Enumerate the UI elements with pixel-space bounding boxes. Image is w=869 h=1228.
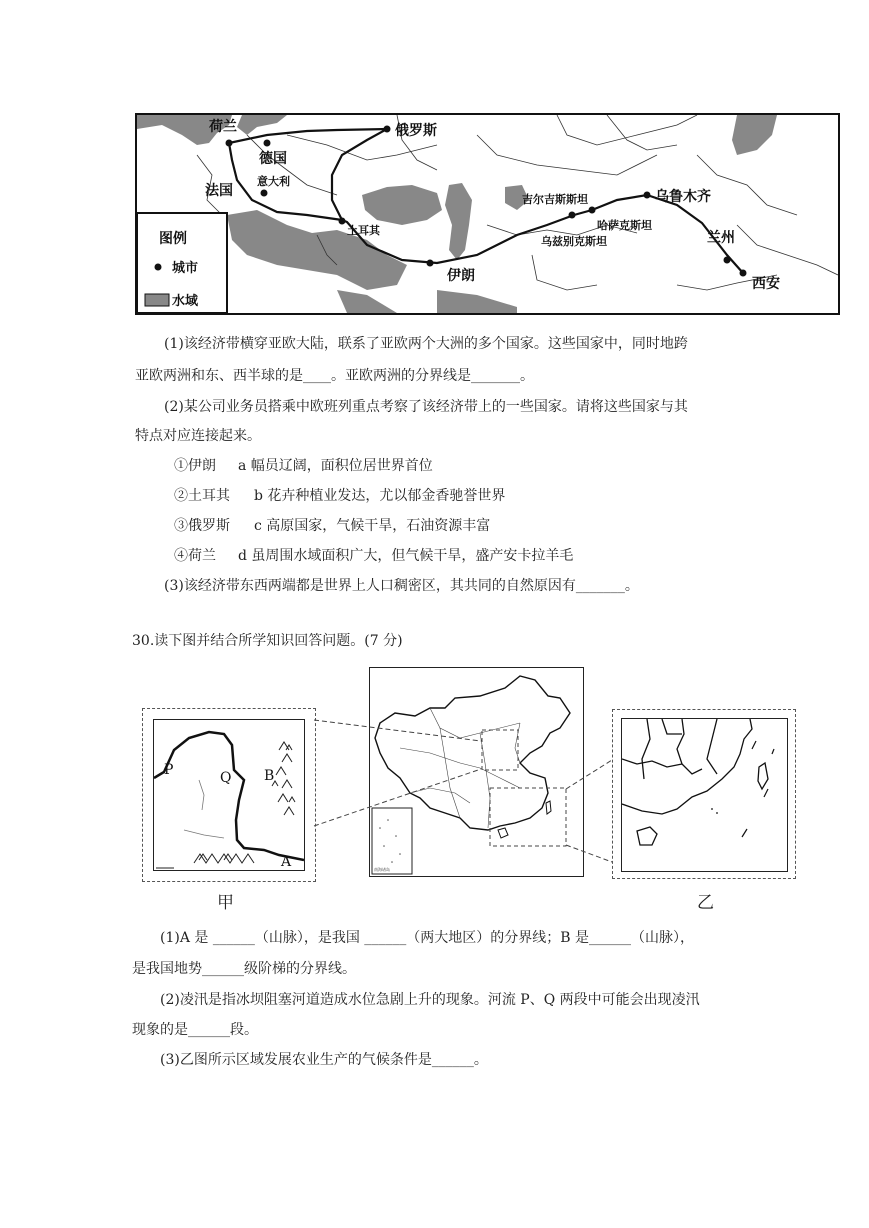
match-country-2: ②土耳其 xyxy=(174,488,230,504)
match-feature-d: d 虽周围水域面积广大，但气候干旱，盛产安卡拉羊毛 xyxy=(238,548,574,564)
label-netherlands: 荷兰 xyxy=(209,119,237,135)
q30-part2-line1: (2)凌汛是指冰坝阻塞河道造成水位急剧上升的现象。河流 P、Q 两段中可能会出现凌汛 xyxy=(160,992,700,1008)
city-dot-russia xyxy=(384,126,391,133)
label-italy: 意大利 xyxy=(257,175,290,188)
inset-yi-graphic xyxy=(622,719,787,871)
city-dot-netherlands xyxy=(226,140,233,147)
label-a: A xyxy=(281,854,292,870)
inset-yi-map xyxy=(621,718,788,872)
hainan-island xyxy=(498,828,508,838)
inset-jia-map xyxy=(153,719,305,871)
river-tributary xyxy=(199,780,204,810)
q30-part3: (3)乙图所示区域发展农业生产的气候条件是______。 xyxy=(160,1052,488,1068)
match-feature-b: b 花卉种植业发达，尤以郁金香驰誉世界 xyxy=(254,488,506,504)
label-germany: 德国 xyxy=(259,151,287,167)
match-country-4: ④荷兰 xyxy=(174,548,216,564)
caption-jia: 甲 xyxy=(217,893,234,913)
label-iran: 伊朗 xyxy=(447,268,475,284)
label-turkey: 土耳其 xyxy=(347,224,380,237)
label-france: 法国 xyxy=(205,183,233,199)
match-feature-c: c 高原国家，气候干旱，石油资源丰富 xyxy=(254,518,491,534)
taiwan-island xyxy=(758,763,768,789)
label-p: P xyxy=(164,762,174,778)
south-sea-caption: 南海诸岛 xyxy=(374,867,390,872)
q29-part1-line1: (1)该经济带横穿亚欧大陆，联系了亚欧两个大洲的多个国家。这些国家中，同时地跨 xyxy=(164,336,688,352)
q30-title: 30.读下图并结合所学知识回答问题。(7 分) xyxy=(132,633,403,649)
legend-city-dot xyxy=(155,264,162,271)
mountain-a-icon xyxy=(194,854,254,863)
match-feature-a: a 幅员辽阔，面积位居世界首位 xyxy=(238,458,433,474)
silk-road-map-graphic xyxy=(137,115,838,313)
border-line xyxy=(532,255,597,290)
label-kazakhstan: 哈萨克斯坦 xyxy=(597,219,652,232)
persian-gulf-water xyxy=(437,290,517,313)
border-line xyxy=(607,115,677,150)
china-outline xyxy=(375,676,570,830)
label-russia: 俄罗斯 xyxy=(395,123,437,139)
border-line xyxy=(477,135,657,175)
legend-title: 图例 xyxy=(159,231,187,247)
q29-part1-line2: 亚欧两洲和东、西半球的是____。亚欧两洲的分界线是_______。 xyxy=(135,368,534,384)
caption-yi: 乙 xyxy=(697,893,714,913)
railway-route-north xyxy=(229,129,387,220)
match-country-3: ③俄罗斯 xyxy=(174,518,230,534)
city-dot-urumqi xyxy=(644,192,651,199)
china-map xyxy=(369,667,584,877)
hainan-island xyxy=(637,827,657,845)
label-q: Q xyxy=(220,770,232,786)
black-sea-water xyxy=(362,185,442,225)
city-dot-xian xyxy=(740,270,747,277)
label-uzbekistan: 乌兹别克斯坦 xyxy=(541,235,607,248)
border-line xyxy=(557,115,697,145)
city-dot-germany xyxy=(264,140,271,147)
yellow-sea-water xyxy=(732,115,777,155)
city-dot-lanzhou xyxy=(724,257,731,264)
q29-part2-line1: (2)某公司业务员搭乘中欧班列重点考察了该经济带上的一些国家。请将这些国家与其 xyxy=(164,399,688,415)
legend-water-swatch xyxy=(145,294,169,306)
city-dot-kyrgyzstan xyxy=(569,212,576,219)
taiwan-island xyxy=(546,801,551,814)
red-sea-water xyxy=(337,290,397,313)
city-dot-turkey xyxy=(339,218,346,225)
label-b: B xyxy=(264,768,275,784)
q30-part1-line1: (1)A 是 ______（山脉），是我国 ______（两大地区）的分界线；B 是______（山脉）， xyxy=(160,930,695,946)
south-sea-inset xyxy=(372,808,412,874)
label-kyrgyzstan: 吉尔吉斯斯坦 xyxy=(522,193,588,206)
china-map-graphic xyxy=(370,668,583,876)
border-line xyxy=(697,155,797,215)
caspian-water xyxy=(445,183,472,260)
q30-part2-line2: 现象的是______段。 xyxy=(132,1022,258,1038)
baltic-water xyxy=(237,115,287,135)
legend-water-label: 水域 xyxy=(172,294,199,309)
label-xian: 西安 xyxy=(752,276,780,292)
silk-road-map xyxy=(135,113,840,315)
label-urumqi: 乌鲁木齐 xyxy=(655,189,711,205)
river-tributary xyxy=(184,830,224,838)
q30-part1-line2: 是我国地势______级阶梯的分界线。 xyxy=(132,961,356,977)
city-dot-iran xyxy=(427,260,434,267)
inset-jia-graphic xyxy=(154,720,304,870)
city-dot-kazakhstan xyxy=(589,207,596,214)
legend-city-label: 城市 xyxy=(172,261,199,276)
label-lanzhou: 兰州 xyxy=(707,230,735,246)
q29-part3: (3)该经济带东西两端都是世界上人口稠密区，其共同的自然原因有_______。 xyxy=(164,578,639,594)
q29-part2-line2: 特点对应连接起来。 xyxy=(135,428,261,444)
match-country-1: ①伊朗 xyxy=(174,458,216,474)
coastline xyxy=(622,719,752,814)
mountain-b-icon xyxy=(272,742,295,815)
border-line xyxy=(737,225,838,275)
city-dot-italy xyxy=(261,190,268,197)
